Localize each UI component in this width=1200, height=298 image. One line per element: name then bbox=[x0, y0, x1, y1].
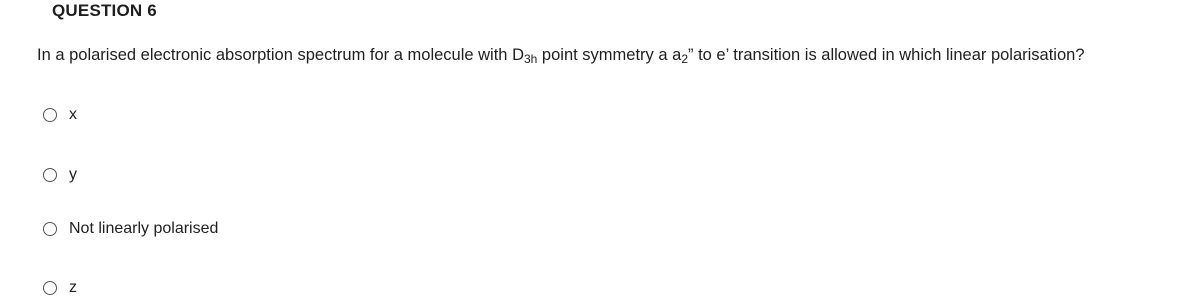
state-subscript: 2 bbox=[681, 52, 688, 66]
answer-option-not-linearly-polarised[interactable] bbox=[43, 219, 218, 239]
radio-button[interactable] bbox=[43, 281, 57, 295]
answer-option-z[interactable] bbox=[43, 278, 77, 298]
question-text-part: ” to e’ transition is allowed in which linear polarisation? bbox=[688, 46, 1085, 64]
question-text-part: point symmetry a a bbox=[537, 46, 682, 64]
radio-button[interactable] bbox=[43, 168, 57, 182]
option-label: x bbox=[69, 106, 77, 123]
answer-option-x[interactable] bbox=[43, 105, 77, 125]
point-group-subscript: 3h bbox=[523, 52, 538, 66]
question-text-part: In a polarised electronic absorption spectrum for a molecule with D bbox=[37, 46, 524, 64]
question-text bbox=[37, 44, 1085, 66]
answer-option-y[interactable] bbox=[43, 165, 77, 185]
radio-button[interactable] bbox=[43, 108, 57, 122]
radio-button[interactable] bbox=[43, 222, 57, 236]
question-title: QUESTION 6 bbox=[52, 1, 157, 20]
option-label: Not linearly polarised bbox=[69, 220, 219, 237]
option-label: z bbox=[69, 279, 77, 296]
option-label: y bbox=[69, 166, 77, 183]
